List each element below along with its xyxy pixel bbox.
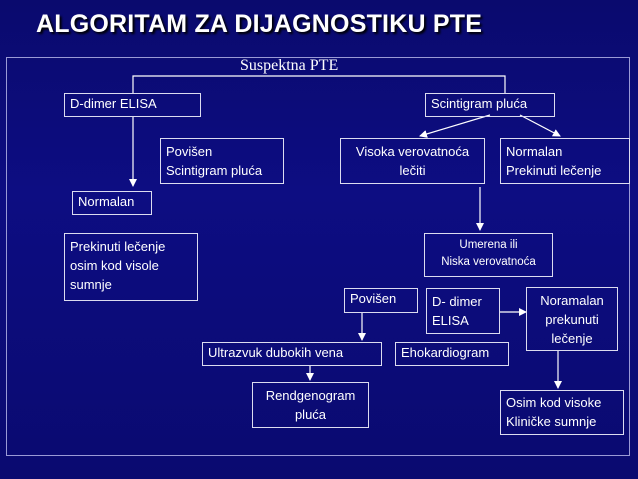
ddimer2-line1: D- dimer xyxy=(432,294,482,309)
scintigram-text: Scintigram pluća xyxy=(431,96,528,111)
box-povisen-scintigram xyxy=(160,138,284,184)
arrow-scintigram-normalan xyxy=(520,115,560,136)
osim-line2: Kliničke sumnje xyxy=(506,414,597,429)
box-normalan-left xyxy=(72,191,152,215)
box-povisen-mid xyxy=(344,288,418,313)
box-noramalan xyxy=(526,287,618,351)
slide-title: ALGORITAM ZA DIJAGNOSTIKU PTE xyxy=(36,10,483,38)
ultrazvuk-text: Ultrazvuk dubokih vena xyxy=(208,345,344,360)
box-ehokardiogram xyxy=(395,342,509,366)
rendgen-line1: Rendgenogram xyxy=(265,388,356,403)
normalan-right-line1: Normalan xyxy=(506,144,563,159)
ddimer-elisa-text: D-dimer ELISA xyxy=(70,96,157,111)
umerena-line1: Umerena ili xyxy=(459,239,518,251)
noramalan-line1: Noramalan xyxy=(540,293,604,308)
root-bracket-line xyxy=(133,76,505,93)
ehokardiogram-text: Ehokardiogram xyxy=(401,345,490,360)
box-ddimer-elisa xyxy=(64,93,201,117)
povisen-mid-text: Povišen xyxy=(350,291,397,306)
box-prekinuti-lecenje xyxy=(64,233,198,301)
noramalan-line3: lečenje xyxy=(551,331,593,346)
box-scintigram xyxy=(425,93,555,117)
box-visoka-verovatnoca xyxy=(340,138,485,184)
box-osim-kod-visoke xyxy=(500,390,624,435)
povisen-top-line1: Povišen xyxy=(166,144,213,159)
prekinuti-line2: osim kod visole xyxy=(70,258,159,273)
visoka-line1: Visoka verovatnoća xyxy=(355,144,470,159)
rendgen-line2: pluća xyxy=(294,407,327,422)
visoka-line2: lečiti xyxy=(399,163,426,178)
box-normalan-prekinuti xyxy=(500,138,630,184)
noramalan-line2: prekunuti xyxy=(545,312,599,327)
arrow-scintigram-visoka xyxy=(420,115,490,136)
povisen-top-line2: Scintigram pluća xyxy=(166,163,263,178)
normalan-left-text: Normalan xyxy=(78,194,135,209)
osim-line1: Osim kod visoke xyxy=(506,395,602,410)
umerena-line2: Niska verovatnoća xyxy=(441,256,536,268)
normalan-right-line2: Prekinuti lečenje xyxy=(506,163,602,178)
ddimer2-line2: ELISA xyxy=(432,313,469,328)
box-rendgenogram xyxy=(252,382,369,428)
prekinuti-line1: Prekinuti lečenje xyxy=(70,239,166,254)
prekinuti-line3: sumnje xyxy=(70,277,112,292)
box-ddimer-elisa-2 xyxy=(426,288,500,334)
box-ultrazvuk xyxy=(202,342,382,366)
box-umerena-niska xyxy=(424,233,553,277)
root-label: Suspektna PTE xyxy=(240,57,339,74)
